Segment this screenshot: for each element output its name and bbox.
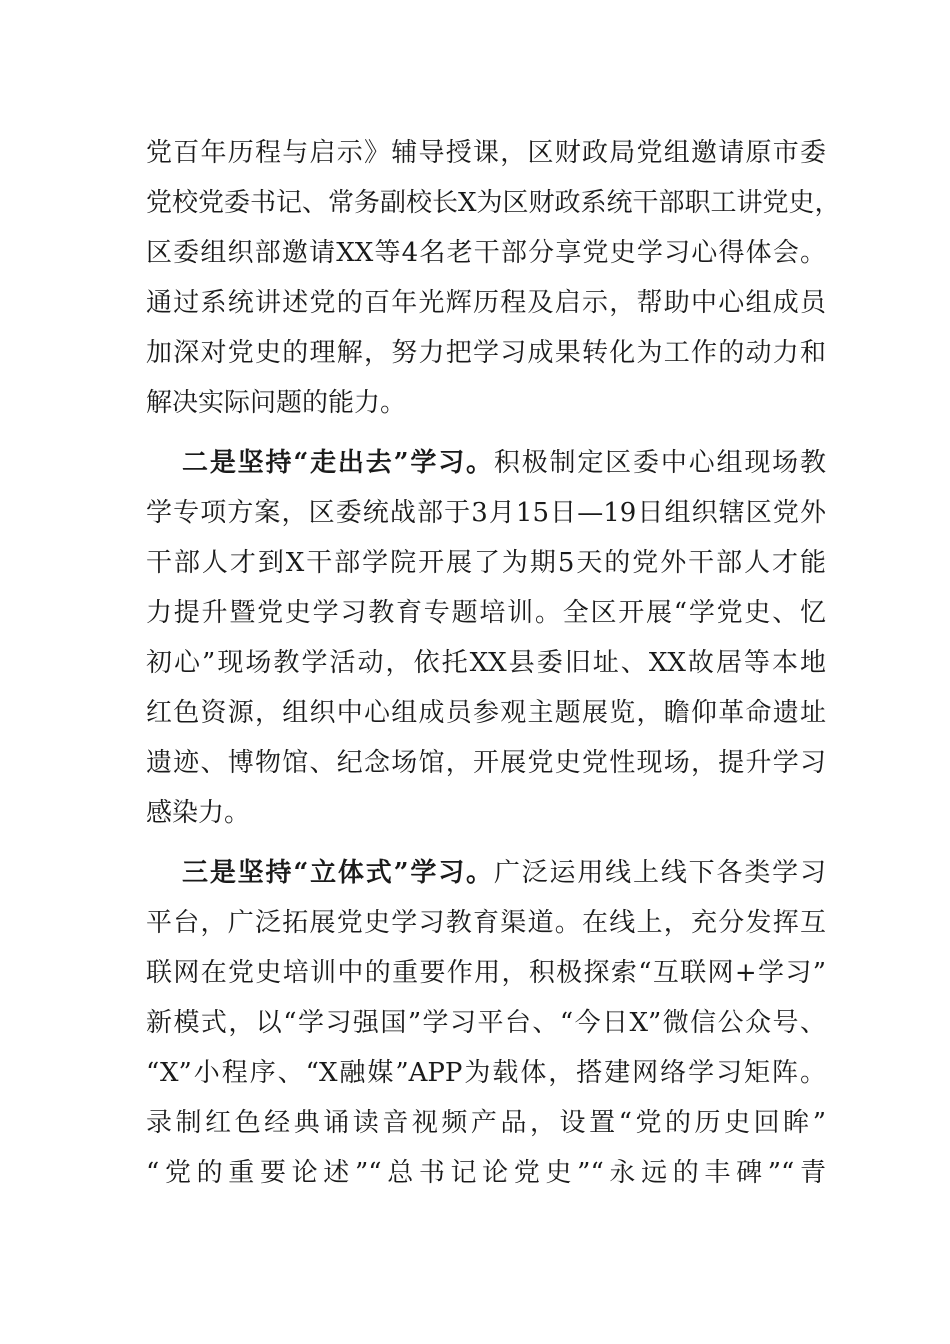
paragraph-3-line-1 <box>146 848 826 898</box>
paragraph-2-first-line-text: 积极制定区委中心组现场教 <box>493 448 826 478</box>
paragraph-2-line-2: 学专项方案，区委统战部于3月15日—19日组织辖区党外 <box>146 498 826 528</box>
paragraph-2-heading: 二是坚持“走出去”学习。 <box>182 448 494 478</box>
paragraph-3-line-4: 新模式，以“学习强国”学习平台、“今日X”微信公众号、 <box>146 1008 826 1038</box>
paragraph-1-line-4: 通过系统讲述党的百年光辉历程及启示，帮助中心组成员 <box>146 288 826 318</box>
paragraph-1-line-2: 党校党委书记、常务副校长X为区财政系统干部职工讲党史， <box>146 188 841 218</box>
paragraph-1-line-6: 解决实际问题的能力。 <box>146 388 407 418</box>
paragraph-2-line-7: 遗迹、博物馆、纪念场馆，开展党史党性现场，提升学习 <box>146 748 826 778</box>
paragraph-3-first-line-text: 广泛运用线上线下各类学习 <box>493 858 826 888</box>
paragraph-1-line-3: 区委组织部邀请XX等4名老干部分享党史学习心得体会。 <box>146 238 826 268</box>
paragraph-3-line-3: 联网在党史培训中的重要作用，积极探索“互联网+学习” <box>146 958 826 988</box>
paragraph-2-line-4: 力提升暨党史学习教育专题培训。全区开展“学党史、忆 <box>146 598 826 628</box>
paragraph-2-line-1 <box>146 438 826 488</box>
paragraph-3-line-6: 录制红色经典诵读音视频产品，设置“党的历史回眸” <box>146 1108 826 1138</box>
paragraph-1-line-5: 加深对党史的理解，努力把学习成果转化为工作的动力和 <box>146 338 826 368</box>
paragraph-2-line-8: 感染力。 <box>146 798 251 828</box>
paragraph-3-heading: 三是坚持“立体式”学习。 <box>182 858 494 888</box>
paragraph-3-line-5: “X”小程序、“X融媒”APP为载体，搭建网络学习矩阵。 <box>146 1058 826 1088</box>
paragraph-2-line-3: 干部人才到X干部学院开展了为期5天的党外干部人才能 <box>146 548 826 578</box>
paragraph-2-line-5: 初心”现场教学活动，依托XX县委旧址、XX故居等本地 <box>146 648 826 678</box>
paragraph-3-line-2: 平台，广泛拓展党史学习教育渠道。在线上，充分发挥互 <box>146 908 826 938</box>
paragraph-2-line-6: 红色资源，组织中心组成员参观主题展览，瞻仰革命遗址 <box>146 698 826 728</box>
paragraph-1-line-1: 党百年历程与启示》辅导授课，区财政局党组邀请原市委 <box>146 138 826 168</box>
paragraph-3-line-7: “党的重要论述”“总书记论党史”“永远的丰碑”“青 <box>146 1158 826 1188</box>
